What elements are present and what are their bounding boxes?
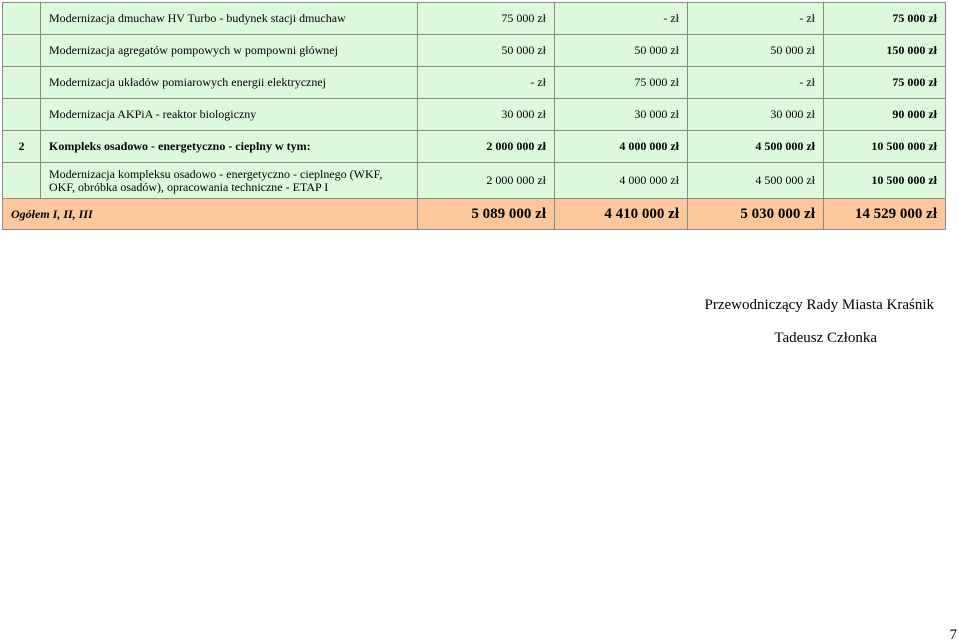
amount-cell: - zł (688, 3, 824, 35)
task-name: Modernizacja dmuchaw HV Turbo - budynek stacji dmuchaw (41, 3, 418, 35)
task-name: Modernizacja kompleksu osadowo - energetyczno - cieplnego (WKF, OKF, obróbka osadów), opracowania techniczne - ETAP I (41, 163, 418, 199)
table-row (3, 163, 946, 199)
amount-cell: 30 000 zł (555, 99, 688, 131)
summary-total: 14 529 000 zł (824, 199, 946, 230)
task-name: Modernizacja układów pomiarowych energii elektrycznej (41, 67, 418, 99)
amount-cell: 4 500 000 zł (688, 131, 824, 163)
summary-row (3, 199, 946, 230)
summary-amount: 5 030 000 zł (688, 199, 824, 230)
amount-cell: 50 000 zł (418, 35, 555, 67)
page-number: 7 (949, 627, 957, 643)
section-row (3, 131, 946, 163)
total-cell: 90 000 zł (824, 99, 946, 131)
row-index (3, 67, 41, 99)
total-cell: 10 500 000 zł (824, 163, 946, 199)
amount-cell: 4 500 000 zł (688, 163, 824, 199)
amount-cell: 75 000 zł (418, 3, 555, 35)
summary-amount: 4 410 000 zł (555, 199, 688, 230)
amount-cell: 50 000 zł (555, 35, 688, 67)
row-index (3, 163, 41, 199)
row-index (3, 35, 41, 67)
total-cell: 75 000 zł (824, 67, 946, 99)
amount-cell: 4 000 000 zł (555, 131, 688, 163)
total-cell: 150 000 zł (824, 35, 946, 67)
amount-cell: 30 000 zł (418, 99, 555, 131)
task-name: Modernizacja agregatów pompowych w pompowni głównej (41, 35, 418, 67)
amount-cell: 75 000 zł (555, 67, 688, 99)
total-cell: 75 000 zł (824, 3, 946, 35)
amount-cell: 50 000 zł (688, 35, 824, 67)
table-row (3, 35, 946, 67)
table-row (3, 99, 946, 131)
budget-table (2, 2, 946, 230)
summary-amount: 5 089 000 zł (418, 199, 555, 230)
amount-cell: 2 000 000 zł (418, 163, 555, 199)
row-index: 2 (3, 131, 41, 163)
signature-name: Tadeusz Członka (774, 330, 877, 346)
total-cell: 10 500 000 zł (824, 131, 946, 163)
amount-cell: 4 000 000 zł (555, 163, 688, 199)
amount-cell: - zł (555, 3, 688, 35)
table-row (3, 67, 946, 99)
amount-cell: - zł (418, 67, 555, 99)
task-name: Modernizacja AKPiA - reaktor biologiczny (41, 99, 418, 131)
amount-cell: 30 000 zł (688, 99, 824, 131)
summary-label: Ogółem I, II, III (3, 199, 418, 230)
row-index (3, 3, 41, 35)
table-row (3, 3, 946, 35)
section-name: Kompleks osadowo - energetyczno - cieplny w tym: (41, 131, 418, 163)
amount-cell: - zł (688, 67, 824, 99)
row-index (3, 99, 41, 131)
amount-cell: 2 000 000 zł (418, 131, 555, 163)
signature-title: Przewodniczący Rady Miasta Kraśnik (704, 297, 934, 313)
